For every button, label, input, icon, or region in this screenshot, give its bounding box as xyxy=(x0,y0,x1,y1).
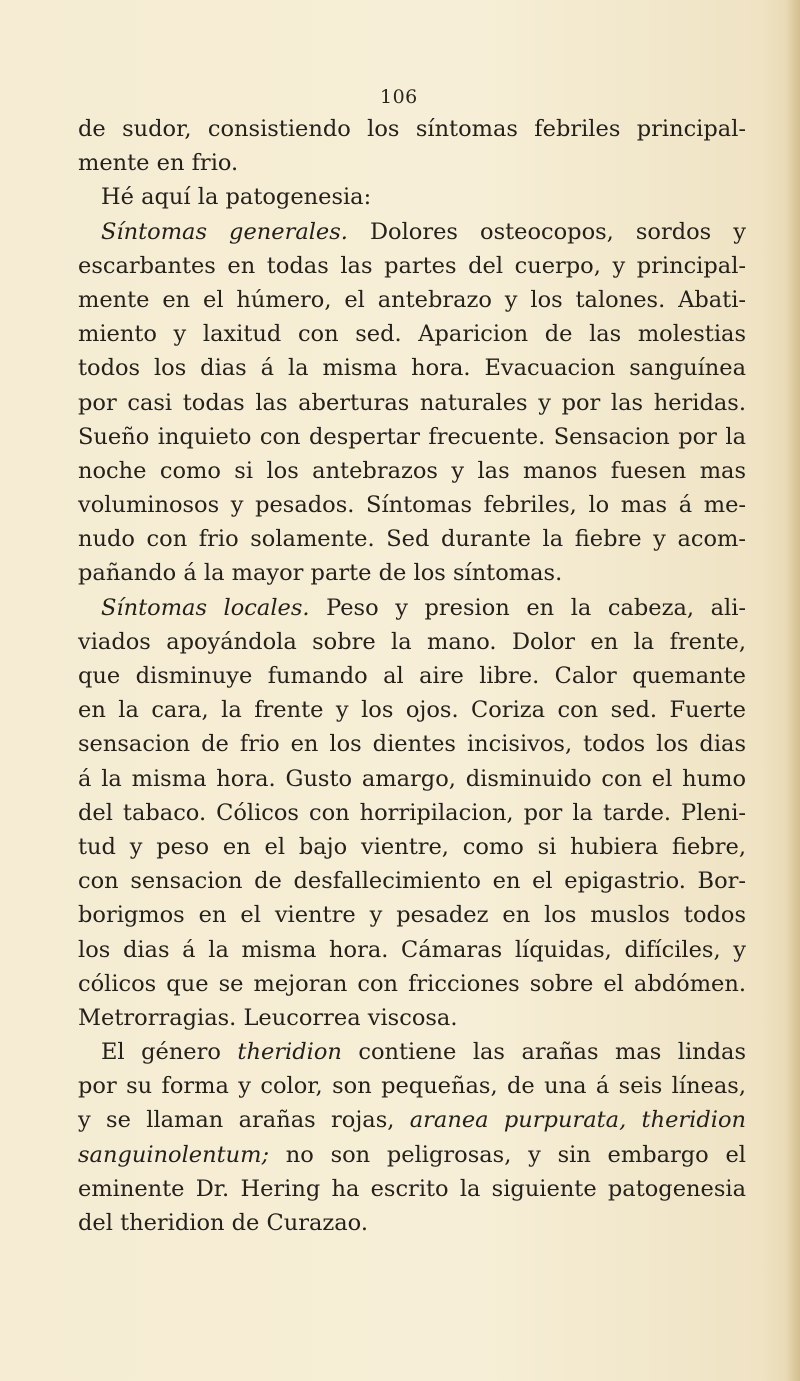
page-edge-shadow xyxy=(786,0,800,1381)
text-line xyxy=(78,967,746,1001)
text-segment: El género xyxy=(101,1039,238,1066)
text-segment: voluminosos y pesados. Síntomas febriles, lo mas á me- xyxy=(78,492,746,519)
text-line xyxy=(78,283,746,317)
text-line xyxy=(78,351,746,385)
text-segment: con sensacion de desfallecimiento en el epigastrio. Bor- xyxy=(78,868,746,895)
text-segment: borigmos en el vientre y pesadez en los muslos todos xyxy=(78,902,746,929)
text-segment: Sueño inquieto con despertar frecuente. Sensacion por la xyxy=(78,423,746,450)
text-line xyxy=(78,522,746,556)
text-segment: los dias á la misma hora. Cámaras líquidas, difíciles, y xyxy=(78,936,746,963)
body-text xyxy=(78,112,746,1240)
text-segment: por su forma y color, son pequeñas, de una á seis líneas, xyxy=(78,1073,746,1100)
text-line xyxy=(78,1069,746,1103)
text-line xyxy=(78,112,746,146)
text-line xyxy=(78,1138,746,1172)
text-segment: Dolores osteocopos, sordos y xyxy=(347,218,746,245)
text-segment: de sudor, consistiendo los síntomas febriles principal- xyxy=(78,116,746,142)
text-line xyxy=(78,1001,746,1035)
text-segment: mente en el húmero, el antebrazo y los talones. Abati- xyxy=(78,286,746,313)
text-segment: cólicos que se mejoran con fricciones sobre el abdómen. xyxy=(78,970,746,997)
text-segment: sensacion de frio en los dientes incisivos, todos los dias xyxy=(78,731,746,758)
text-segment: escarbantes en todas las partes del cuerpo, y principal- xyxy=(78,252,746,279)
text-line xyxy=(78,249,746,283)
text-line xyxy=(78,386,746,420)
text-line xyxy=(78,659,746,693)
text-segment: Peso y presion en la cabeza, ali- xyxy=(309,594,747,621)
text-line xyxy=(78,488,746,522)
italic-text-segment: sanguinolentum; xyxy=(78,1141,270,1168)
text-line xyxy=(78,454,746,488)
text-segment: mente en frio. xyxy=(78,150,239,177)
italic-text-segment: Síntomas locales. xyxy=(101,594,310,621)
text-segment: Metrorragias. Leucorrea viscosa. xyxy=(78,1004,458,1031)
text-segment: no son peligrosas, y sin embargo el xyxy=(269,1141,746,1168)
text-line xyxy=(78,1172,746,1206)
text-segment: en la cara, la frente y los ojos. Coriza con sed. Fuerte xyxy=(78,697,746,724)
text-segment: miento y laxitud con sed. Aparicion de las molestias xyxy=(78,321,746,348)
text-line xyxy=(78,556,746,590)
text-line xyxy=(78,1206,746,1240)
text-segment: que disminuye fumando al aire libre. Calor quemante xyxy=(78,663,746,689)
italic-text-segment: aranea purpurata, theridion xyxy=(409,1107,746,1134)
text-segment: nudo con frio solamente. Sed durante la fiebre y acom- xyxy=(78,526,746,553)
text-line xyxy=(78,146,746,180)
text-segment: á la misma hora. Gusto amargo, disminuido con el humo xyxy=(78,765,746,792)
text-line xyxy=(78,591,746,625)
text-line xyxy=(78,420,746,454)
text-line xyxy=(78,180,746,214)
text-line xyxy=(78,762,746,796)
text-line xyxy=(78,864,746,898)
text-line xyxy=(78,830,746,864)
text-segment: por casi todas las aberturas naturales y por las heridas. xyxy=(78,389,746,416)
text-segment: Hé aquí la patogenesia: xyxy=(101,184,372,211)
italic-text-segment: theridion xyxy=(237,1039,342,1066)
text-line xyxy=(78,796,746,830)
text-segment: viados apoyándola sobre la mano. Dolor en la frente, xyxy=(78,628,746,655)
italic-text-segment: Síntomas generales. xyxy=(101,218,348,245)
text-line xyxy=(78,933,746,967)
text-segment: del tabaco. Cólicos con horripilacion, por la tarde. Pleni- xyxy=(78,799,746,826)
text-segment: tud y peso en el bajo vientre, como si hubiera fiebre, xyxy=(78,833,746,860)
text-segment: noche como si los antebrazos y las manos fuesen mas xyxy=(78,457,746,484)
page-number: 106 xyxy=(380,86,418,108)
text-segment: todos los dias á la misma hora. Evacuacion sanguínea xyxy=(78,355,746,382)
text-segment: contiene las arañas mas lindas xyxy=(341,1039,746,1066)
text-segment: del theridion de Curazao. xyxy=(78,1210,368,1236)
text-segment: y se llaman arañas rojas, xyxy=(78,1107,410,1134)
text-line xyxy=(78,317,746,351)
text-line xyxy=(78,1035,746,1069)
text-line xyxy=(78,727,746,761)
text-line xyxy=(78,693,746,727)
text-segment: pañando á la mayor parte de los síntomas. xyxy=(78,560,563,587)
text-line xyxy=(78,1103,746,1137)
text-line xyxy=(78,625,746,659)
text-segment: eminente Dr. Hering ha escrito la siguiente patogenesia xyxy=(78,1175,746,1202)
text-line xyxy=(78,898,746,932)
text-line xyxy=(78,215,746,249)
